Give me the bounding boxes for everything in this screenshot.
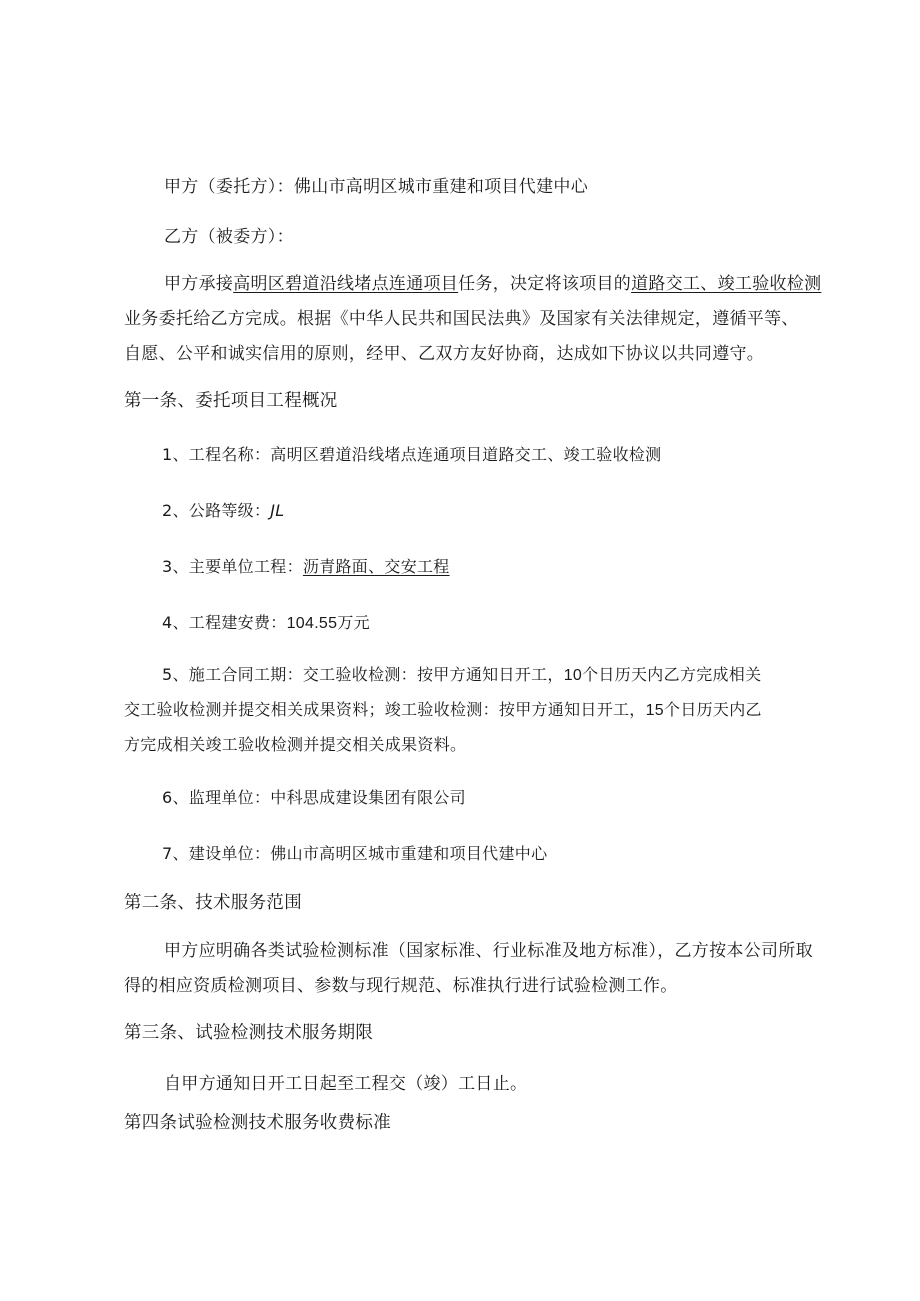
main-units-value: 沥青路面、交安工程 — [302, 557, 450, 576]
item-label: 3、主要单位工程： — [162, 557, 303, 576]
intro-line-1 — [164, 273, 821, 295]
item-5-line-2 — [124, 699, 762, 722]
item-label: 7、建设单位： — [162, 844, 271, 863]
item-6 — [162, 787, 466, 809]
builder-value: 佛山市高明区城市重建和项目代建中心 — [270, 844, 548, 863]
item-label: 2、公路等级： — [162, 501, 271, 520]
article-2-line-2: 得的相应资质检测项目、参数与现行规范、标准执行进行试验检测工作。 — [124, 976, 678, 996]
item-7 — [162, 843, 547, 865]
item-5-text: 5、施工合同工期：交工验收检测：按甲方通知日开工， — [162, 665, 564, 684]
article-4-title: 第四条试验检测技术服务收费标准 — [124, 1113, 391, 1133]
item-4 — [162, 612, 370, 635]
item-1 — [162, 444, 661, 466]
party-b-line — [164, 226, 294, 248]
cost-amount: 104.55 — [286, 615, 338, 632]
article-3-title: 第三条、试验检测技术服务期限 — [124, 1023, 374, 1043]
article-2-title: 第二条、技术服务范围 — [124, 893, 302, 913]
party-a-name: 佛山市高明区城市重建和项目代建中心 — [293, 177, 589, 197]
days-completion: 10 — [563, 667, 583, 684]
intro-text: 任务，决定将该项目的 — [458, 274, 632, 294]
cost-unit: 万元 — [337, 613, 370, 632]
party-a-line — [164, 176, 588, 198]
party-a-label: 甲方（委托方）： — [164, 177, 294, 197]
item-5-line-3: 方完成相关竣工验收检测并提交相关成果资料。 — [124, 735, 467, 754]
road-grade-value: JL — [270, 501, 285, 520]
item-5-text: 个日历天内乙 — [664, 700, 762, 719]
supervisor-value: 中科思成建设集团有限公司 — [270, 788, 466, 807]
party-b-label: 乙方（被委方）： — [164, 227, 294, 247]
service-name: 道路交工、竣工验收检测 — [631, 274, 822, 294]
intro-line-3: 自愿、公平和诚实信用的原则，经甲、乙双方友好协商，达成如下协议以共同遵守。 — [124, 344, 765, 364]
article-3-line-1: 自甲方通知日开工日起至工程交（竣）工日止。 — [164, 1074, 528, 1094]
item-5-line-1 — [162, 664, 761, 687]
project-name: 高明区碧道沿线堵点连通项目 — [233, 274, 459, 294]
days-final: 15 — [645, 702, 665, 719]
article-1-title: 第一条、委托项目工程概况 — [124, 391, 338, 411]
item-label: 4、工程建安费： — [162, 613, 287, 632]
item-5-text: 个日历天内乙方完成相关 — [582, 665, 762, 684]
intro-line-2: 业务委托给乙方完成。根据《中华人民共和国民法典》及国家有关法律规定，遵循平等、 — [124, 309, 799, 329]
item-5-text: 交工验收检测并提交相关成果资料；竣工验收检测：按甲方通知日开工， — [124, 700, 646, 719]
intro-text: 甲方承接 — [164, 274, 234, 294]
item-2 — [162, 500, 285, 522]
project-title-value: 高明区碧道沿线堵点连通项目道路交工、竣工验收检测 — [270, 445, 662, 464]
article-2-line-1: 甲方应明确各类试验检测标准（国家标准、行业标准及地方标准），乙方按本公司所取 — [164, 941, 813, 961]
item-label: 6、监理单位： — [162, 788, 271, 807]
item-3 — [162, 556, 450, 578]
item-label: 1、工程名称： — [162, 445, 271, 464]
